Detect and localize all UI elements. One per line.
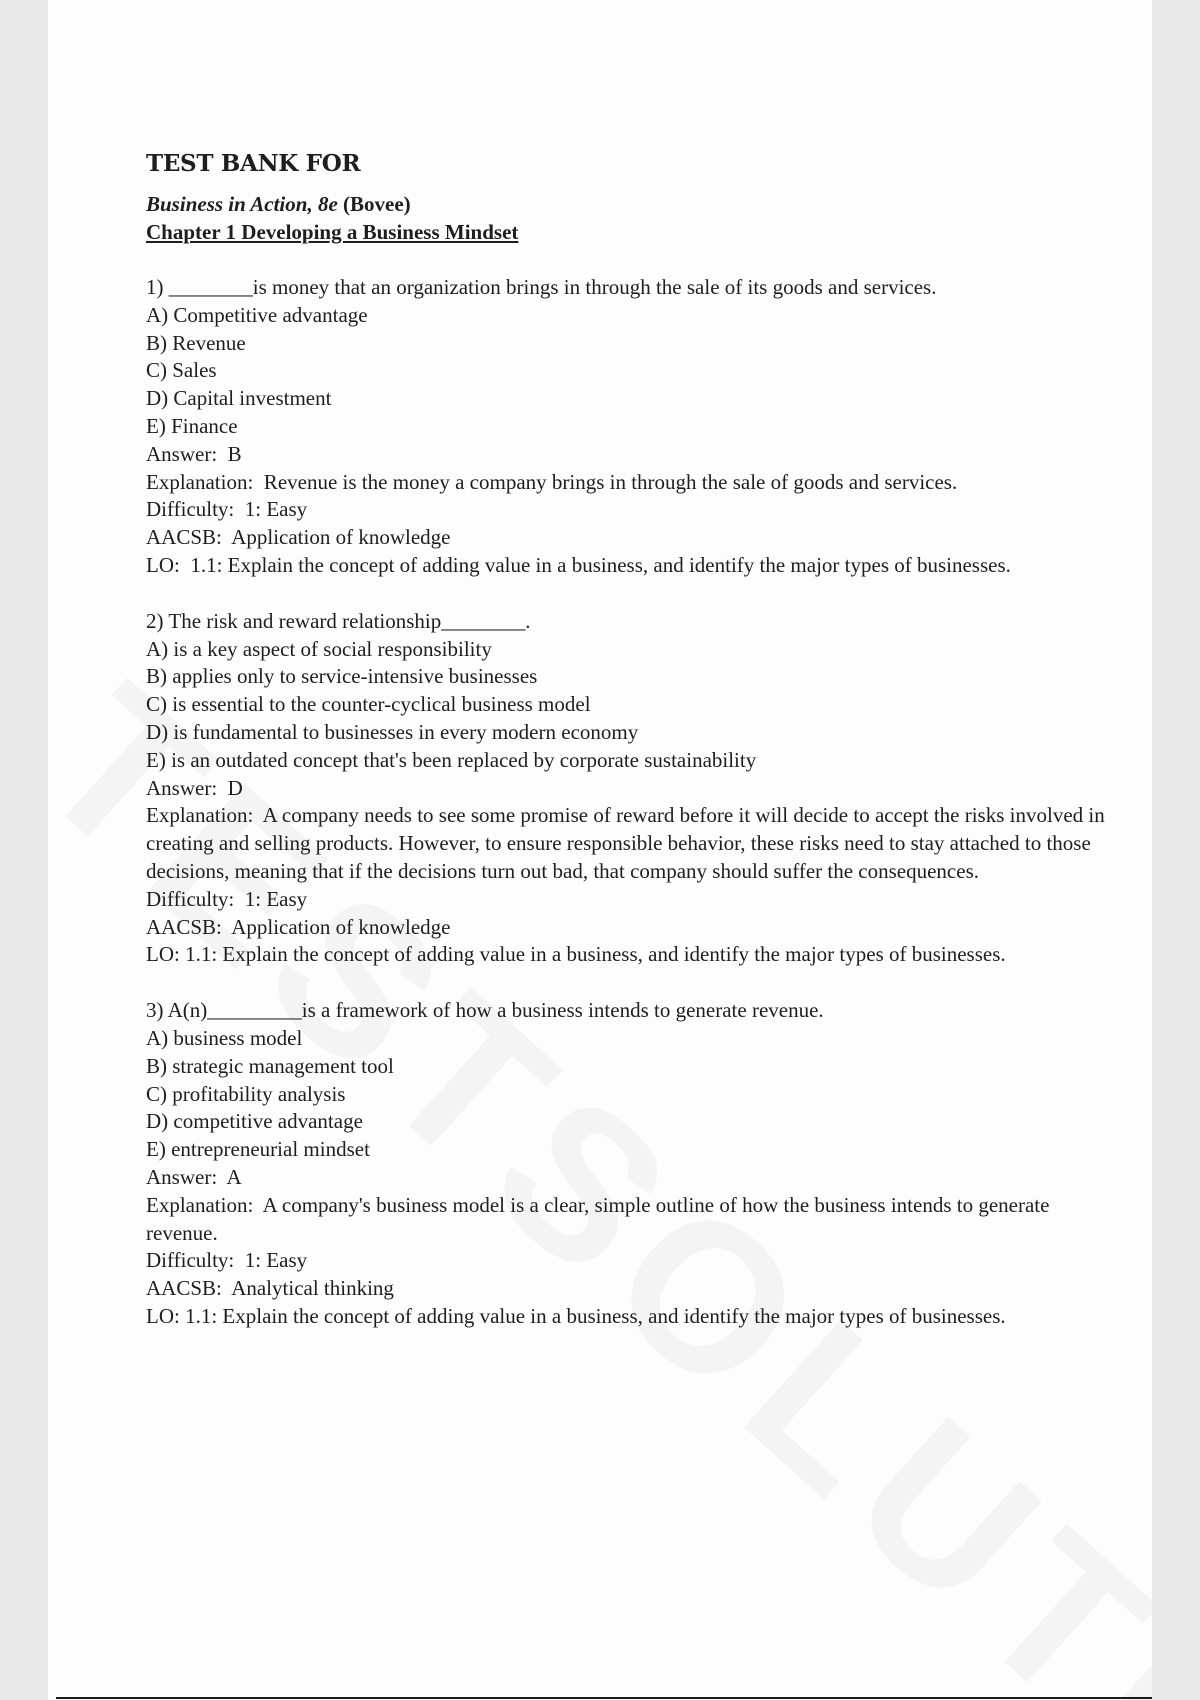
question-2	[146, 608, 1110, 969]
answer: Answer: D	[146, 775, 243, 800]
question-stem: 2) The risk and reward relationship________.	[146, 608, 531, 633]
chapter-heading: Chapter 1 Developing a Business Mindset	[146, 220, 519, 244]
learning-objective: LO: 1.1: Explain the concept of adding value in a business, and identify the major types of businesses.	[146, 942, 1006, 967]
option-b: B) strategic management tool	[146, 1053, 394, 1078]
document-title: TEST BANK FOR	[146, 150, 361, 177]
learning-objective: LO: 1.1: Explain the concept of adding value in a business, and identify the major types of businesses.	[146, 552, 1011, 577]
learning-objective: LO: 1.1: Explain the concept of adding value in a business, and identify the major types of businesses.	[146, 1303, 1006, 1328]
book-line	[146, 190, 1106, 218]
document-page	[48, 0, 1152, 1700]
option-c: C) Sales	[146, 358, 217, 383]
explanation: Explanation: A company's business model is a clear, simple outline of how the business intends to generate revenue.	[146, 1192, 1055, 1245]
explanation: Explanation: Revenue is the money a company brings in through the sale of goods and services.	[146, 469, 958, 494]
explanation: Explanation: A company needs to see some promise of reward before it will decide to accept the risks involved in creating and selling products. However, to ensure responsible behavior, these risks need to stay attached to those decisions, meaning that if the decisions turn out bad, that company should suffer the consequences.	[146, 803, 1110, 883]
document-content	[146, 150, 1110, 1359]
option-b: B) applies only to service-intensive businesses	[146, 664, 538, 689]
aacsb: AACSB: Application of knowledge	[146, 914, 451, 939]
answer: Answer: B	[146, 441, 242, 466]
book-author: (Bovee)	[343, 192, 411, 216]
question-3	[146, 997, 1106, 1331]
question-1	[146, 274, 1106, 580]
option-e: E) Finance	[146, 413, 238, 438]
option-d: D) Capital investment	[146, 386, 332, 411]
answer: Answer: A	[146, 1164, 242, 1189]
option-a: A) business model	[146, 1025, 303, 1050]
book-title: Business in Action, 8e	[146, 192, 338, 216]
aacsb: AACSB: Application of knowledge	[146, 525, 451, 550]
difficulty: Difficulty: 1: Easy	[146, 497, 308, 522]
question-stem: 1) ________is money that an organization brings in through the sale of its goods and services.	[146, 275, 937, 299]
difficulty: Difficulty: 1: Easy	[146, 1248, 308, 1273]
option-e: E) entrepreneurial mindset	[146, 1137, 370, 1162]
footer-rule	[56, 1697, 1152, 1699]
option-c: C) is essential to the counter-cyclical business model	[146, 692, 591, 717]
option-a: A) Competitive advantage	[146, 302, 368, 327]
option-a: A) is a key aspect of social responsibility	[146, 636, 492, 661]
difficulty: Difficulty: 1: Easy	[146, 886, 308, 911]
option-c: C) profitability analysis	[146, 1081, 346, 1106]
question-stem: 3) A(n)_________is a framework of how a business intends to generate revenue.	[146, 998, 824, 1023]
option-d: D) competitive advantage	[146, 1109, 363, 1134]
option-b: B) Revenue	[146, 330, 246, 355]
option-e: E) is an outdated concept that's been replaced by corporate sustainability	[146, 747, 757, 772]
aacsb: AACSB: Analytical thinking	[146, 1276, 394, 1301]
option-d: D) is fundamental to businesses in every modern economy	[146, 719, 639, 744]
